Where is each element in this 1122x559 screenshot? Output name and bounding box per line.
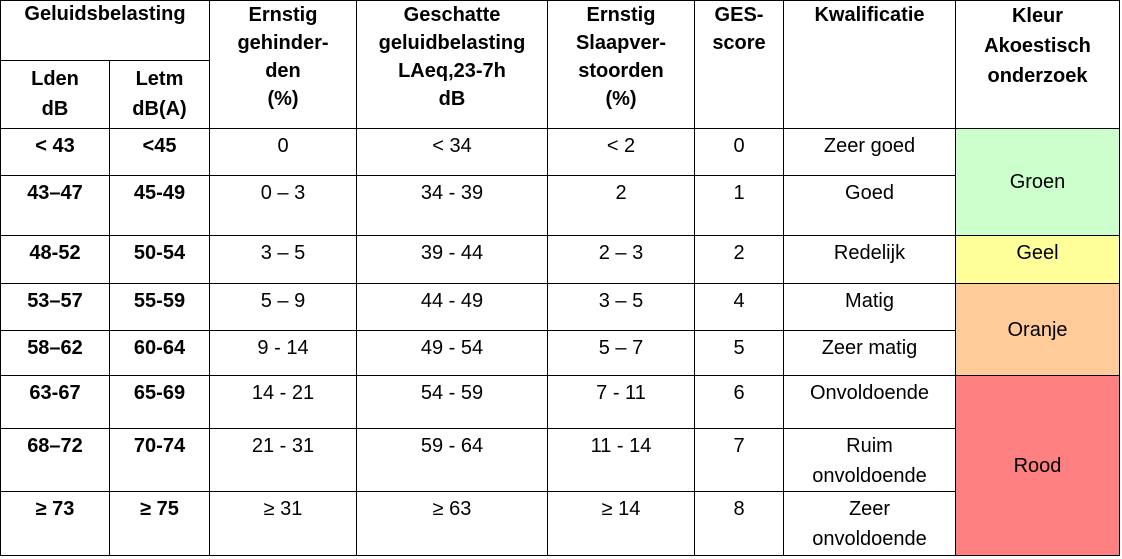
cell-slaapverstoorden: ≥ 14 bbox=[548, 492, 695, 556]
cell-kwalificatie: Zeer goed bbox=[784, 129, 956, 176]
cell-laeq: 34 - 39 bbox=[357, 176, 548, 236]
color-label-oranje: Oranje bbox=[1007, 318, 1068, 341]
cell-lden: 58–62 bbox=[1, 331, 110, 376]
header-slaapverstoorden bbox=[548, 1, 695, 129]
kwalificatie-line: Ruim bbox=[846, 435, 893, 457]
header-geluidsbelasting-text: Geluidsbelasting bbox=[24, 3, 186, 25]
header-text: Letm bbox=[135, 68, 184, 90]
cell-letm: 70-74 bbox=[110, 429, 210, 492]
header-letm bbox=[110, 61, 210, 129]
header-text: Geschatte bbox=[403, 4, 501, 26]
color-label-rood: Rood bbox=[1013, 454, 1062, 477]
cell-kwalificatie bbox=[784, 492, 956, 556]
header-text: score bbox=[712, 32, 766, 54]
header-text: (%) bbox=[605, 88, 637, 110]
cell-slaapverstoorden: < 2 bbox=[548, 129, 695, 176]
cell-letm: 60-64 bbox=[110, 331, 210, 376]
cell-lden: 48-52 bbox=[1, 236, 110, 284]
cell-kwalificatie bbox=[784, 429, 956, 492]
header-text: Ernstig bbox=[248, 4, 318, 26]
cell-ges-score: 4 bbox=[695, 284, 784, 331]
cell-lden: 53–57 bbox=[1, 284, 110, 331]
cell-gehinderden: 9 - 14 bbox=[210, 331, 357, 376]
cell-letm: 50-54 bbox=[110, 236, 210, 284]
cell-kwalificatie: Redelijk bbox=[784, 236, 956, 284]
table-row bbox=[1, 492, 1120, 556]
cell-gehinderden: ≥ 31 bbox=[210, 492, 357, 556]
cell-lden: 63-67 bbox=[1, 376, 110, 429]
header-text: LAeq,23-7h bbox=[398, 60, 506, 82]
header-text: den bbox=[265, 60, 301, 82]
header-text: Kwalificatie bbox=[814, 4, 925, 26]
cell-laeq: 49 - 54 bbox=[357, 331, 548, 376]
cell-lden: < 43 bbox=[1, 129, 110, 176]
cell-gehinderden: 14 - 21 bbox=[210, 376, 357, 429]
cell-gehinderden: 0 – 3 bbox=[210, 176, 357, 236]
cell-slaapverstoorden: 7 - 11 bbox=[548, 376, 695, 429]
cell-ges-score: 6 bbox=[695, 376, 784, 429]
cell-slaapverstoorden: 3 – 5 bbox=[548, 284, 695, 331]
table-row bbox=[1, 331, 1120, 376]
header-text: dB bbox=[438, 88, 466, 110]
header-text: (%) bbox=[267, 88, 299, 110]
header-kleur bbox=[956, 1, 1120, 129]
cell-ges-score: 7 bbox=[695, 429, 784, 492]
cell-laeq: < 34 bbox=[357, 129, 548, 176]
header-text: geluidbelasting bbox=[378, 32, 526, 54]
header-text: Akoestisch bbox=[984, 35, 1091, 57]
cell-laeq: 39 - 44 bbox=[357, 236, 548, 284]
cell-gehinderden: 21 - 31 bbox=[210, 429, 357, 492]
kwalificatie-line: onvoldoende bbox=[812, 528, 927, 550]
cell-slaapverstoorden: 5 – 7 bbox=[548, 331, 695, 376]
header-text: Slaapver- bbox=[575, 32, 667, 54]
cell-laeq: 59 - 64 bbox=[357, 429, 548, 492]
cell-gehinderden: 0 bbox=[210, 129, 357, 176]
cell-gehinderden: 3 – 5 bbox=[210, 236, 357, 284]
cell-ges-score: 2 bbox=[695, 236, 784, 284]
cell-letm: 45-49 bbox=[110, 176, 210, 236]
cell-kwalificatie: Zeer matig bbox=[784, 331, 956, 376]
cell-gehinderden: 5 – 9 bbox=[210, 284, 357, 331]
table-row bbox=[1, 129, 1120, 176]
header-text: GES- bbox=[714, 4, 764, 26]
cell-kwalificatie: Goed bbox=[784, 176, 956, 236]
cell-slaapverstoorden: 2 – 3 bbox=[548, 236, 695, 284]
cell-ges-score: 8 bbox=[695, 492, 784, 556]
header-text: dB bbox=[41, 98, 69, 120]
kwalificatie-line: Zeer bbox=[848, 498, 891, 520]
color-cell-groen bbox=[956, 129, 1120, 236]
table-row bbox=[1, 429, 1120, 492]
header-text: Kleur bbox=[1011, 5, 1064, 27]
header-text: Ernstig bbox=[586, 4, 656, 26]
cell-letm: ≥ 75 bbox=[110, 492, 210, 556]
cell-lden: ≥ 73 bbox=[1, 492, 110, 556]
table-row bbox=[1, 284, 1120, 331]
cell-kwalificatie: Onvoldoende bbox=[784, 376, 956, 429]
color-cell-geel bbox=[956, 236, 1120, 284]
header-geschatte bbox=[357, 1, 548, 129]
table-row bbox=[1, 176, 1120, 236]
header-kwalificatie bbox=[784, 1, 956, 129]
color-label-groen: Groen bbox=[1009, 171, 1066, 193]
header-text: stoorden bbox=[578, 60, 664, 82]
table-row bbox=[1, 236, 1120, 284]
cell-ges-score: 5 bbox=[695, 331, 784, 376]
cell-laeq: 44 - 49 bbox=[357, 284, 548, 331]
header-lden bbox=[1, 61, 110, 129]
cell-ges-score: 0 bbox=[695, 129, 784, 176]
color-cell-rood bbox=[956, 376, 1120, 556]
header-ges-score bbox=[695, 1, 784, 129]
cell-letm: 65-69 bbox=[110, 376, 210, 429]
table-row bbox=[1, 376, 1120, 429]
header-geluidsbelasting bbox=[1, 1, 210, 61]
cell-slaapverstoorden: 11 - 14 bbox=[548, 429, 695, 492]
cell-letm: 55-59 bbox=[110, 284, 210, 331]
cell-lden: 68–72 bbox=[1, 429, 110, 492]
color-label-geel: Geel bbox=[1016, 242, 1059, 264]
header-gehinderden bbox=[210, 1, 357, 129]
kwalificatie-line: onvoldoende bbox=[812, 465, 927, 487]
header-row bbox=[1, 1, 1120, 61]
header-text: gehinder- bbox=[237, 32, 329, 54]
header-text: Lden bbox=[31, 68, 79, 90]
color-cell-oranje bbox=[956, 284, 1120, 376]
cell-ges-score: 1 bbox=[695, 176, 784, 236]
cell-lden: 43–47 bbox=[1, 176, 110, 236]
cell-letm: <45 bbox=[110, 129, 210, 176]
header-text: dB(A) bbox=[132, 98, 187, 120]
cell-laeq: 54 - 59 bbox=[357, 376, 548, 429]
header-text: onderzoek bbox=[987, 65, 1088, 87]
cell-kwalificatie: Matig bbox=[784, 284, 956, 331]
cell-slaapverstoorden: 2 bbox=[548, 176, 695, 236]
cell-laeq: ≥ 63 bbox=[357, 492, 548, 556]
